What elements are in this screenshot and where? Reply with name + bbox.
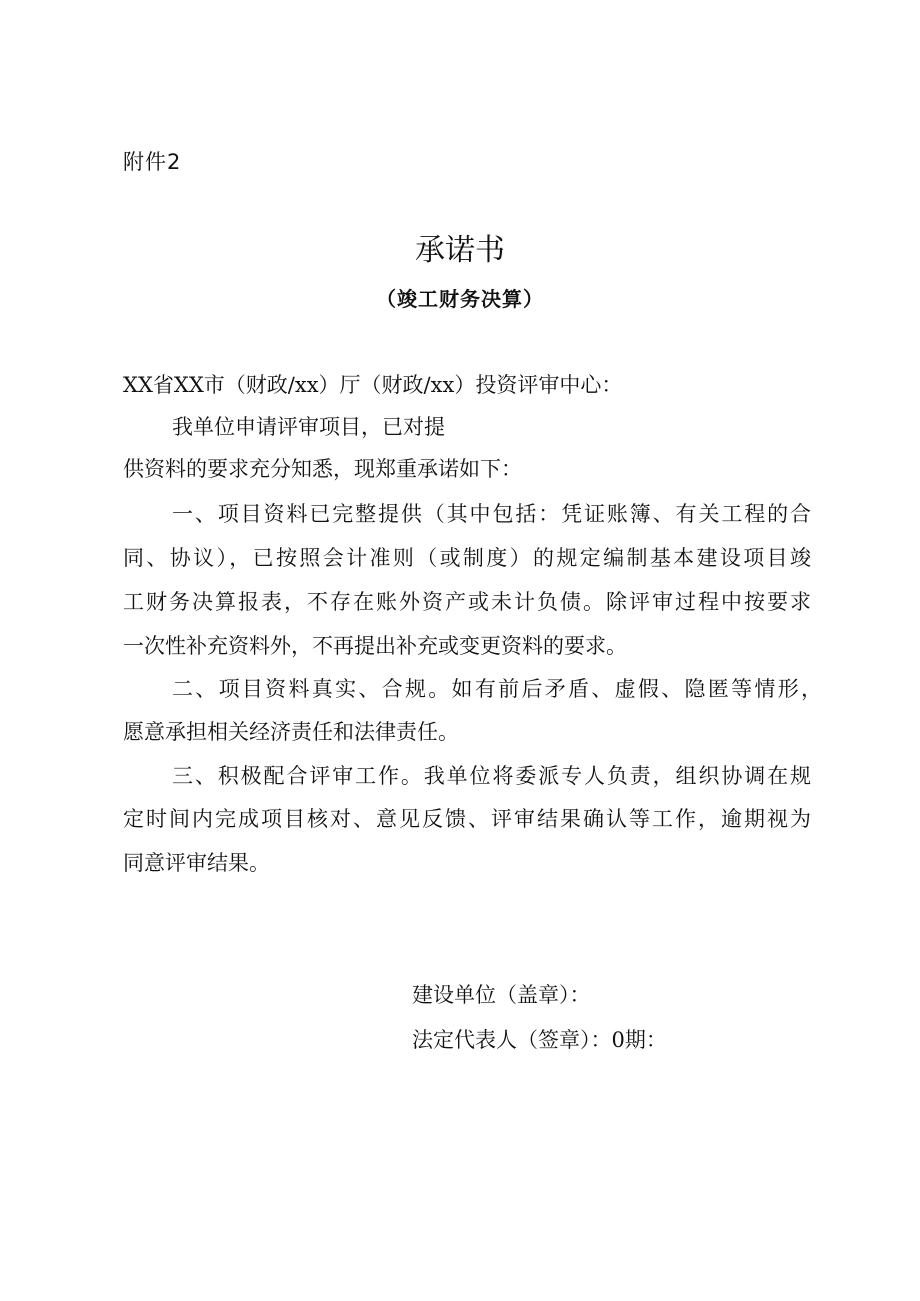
clause-2-line: 二、项目资料真实、合规。如有前后矛盾、虚假、隐匿等情形， xyxy=(172,677,822,701)
salutation: XX省XX市（财政∕xx）厅（财政∕xx）投资评审中心： xyxy=(123,373,623,397)
intro-line: 我单位申请评审项目，已对提 xyxy=(172,415,445,439)
document-subtitle: （竣工财务决算） xyxy=(376,287,544,311)
clause-1-line: 一、项目资料已完整提供（其中包括：凭证账簿、有关工程的合 xyxy=(172,502,811,526)
signature-unit: 建设单位（盖章）： xyxy=(412,983,591,1007)
clause-3-line: 三、积极配合评审工作。我单位将委派专人负责，组织协调在规 xyxy=(172,764,811,788)
intro-line: 供资料的要求充分知悉，现郑重承诺如下： xyxy=(123,457,522,481)
clause-3-line: 同意评审结果。 xyxy=(123,851,270,875)
document-title: 承诺书 xyxy=(415,233,505,268)
attachment-label: 附件2 xyxy=(123,150,182,174)
clause-2-line: 愿意承担相关经济责任和法律责任。 xyxy=(123,720,459,744)
clause-3-line: 定时间内完成项目核对、意见反馈、评审结果确认等工作，逾期视为 xyxy=(123,807,811,831)
clause-1-line: 同、协议），已按照会计准则（或制度）的规定编制基本建设项目竣 xyxy=(123,546,811,570)
clause-1-line: 一次性补充资料外，不再提出补充或变更资料的要求。 xyxy=(123,634,627,658)
clause-1-line: 工财务决算报表，不存在账外资产或未计负债。除评审过程中按要求 xyxy=(123,590,811,614)
signature-representative: 法定代表人（签章）：0期： xyxy=(412,1028,667,1052)
